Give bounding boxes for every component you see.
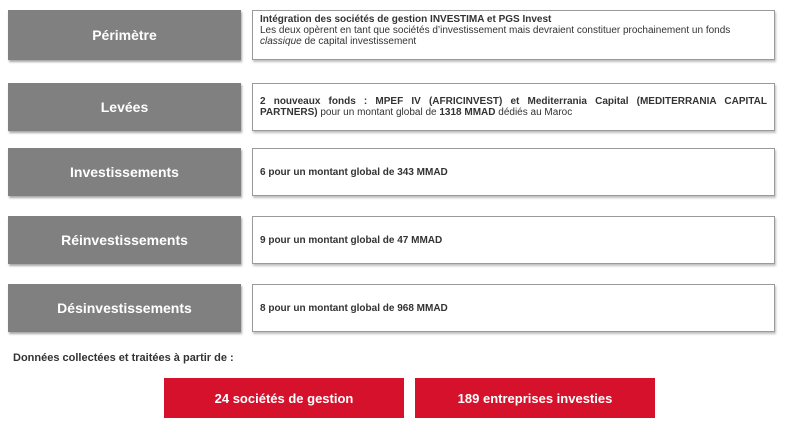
investissements-text: 6 pour un montant global de 343 MMAD	[260, 166, 448, 178]
levees-mid: pour un montant global de	[317, 107, 440, 118]
row-reinvestissements	[8, 216, 778, 264]
row-desinvestissements	[8, 284, 778, 332]
entreprises-investies-button[interactable]: 189 entreprises investies	[415, 378, 655, 418]
levees-amount: 1318 MMAD	[439, 107, 496, 118]
label-desinvestissements: Désinvestissements	[8, 284, 241, 332]
levees-funds: 2 nouveaux fonds : MPEF IV (AFRICINVEST) et Mediterrania Capital (MEDITERRANIA CAPITAL PARTNERS)	[260, 96, 767, 118]
reinvestissements-text: 9 pour un montant global de 47 MMAD	[260, 234, 443, 246]
info-reinvestissements	[252, 216, 775, 264]
info-perimetre	[252, 10, 775, 60]
row-investissements	[8, 148, 778, 196]
row-levees	[8, 83, 778, 131]
info-investissements	[252, 148, 775, 196]
levees-text	[260, 96, 767, 118]
info-levees	[252, 83, 775, 131]
perimetre-title: Intégration des sociétés de gestion INVESTIMA et PGS Invest	[260, 14, 552, 25]
label-investissements: Investissements	[8, 148, 241, 196]
perimetre-desc-2: de capital investissement	[301, 36, 417, 47]
label-reinvestissements: Réinvestissements	[8, 216, 241, 264]
label-levees: Levées	[8, 83, 241, 131]
row-perimetre	[8, 10, 778, 60]
desinvestissements-text: 8 pour un montant global de 968 MMAD	[260, 302, 448, 314]
perimetre-desc-1: Les deux opèrent en tant que sociétés d’investissement mais devraient constituer prochainement un fonds	[260, 25, 731, 36]
footer-caption: Données collectées et traitées à partir de :	[13, 352, 234, 364]
label-perimetre: Périmètre	[8, 10, 241, 60]
societes-gestion-button[interactable]: 24 sociétés de gestion	[164, 378, 404, 418]
info-desinvestissements	[252, 284, 775, 332]
levees-end: dédiés au Maroc	[495, 107, 573, 118]
perimetre-desc-italic: classique	[260, 36, 302, 47]
